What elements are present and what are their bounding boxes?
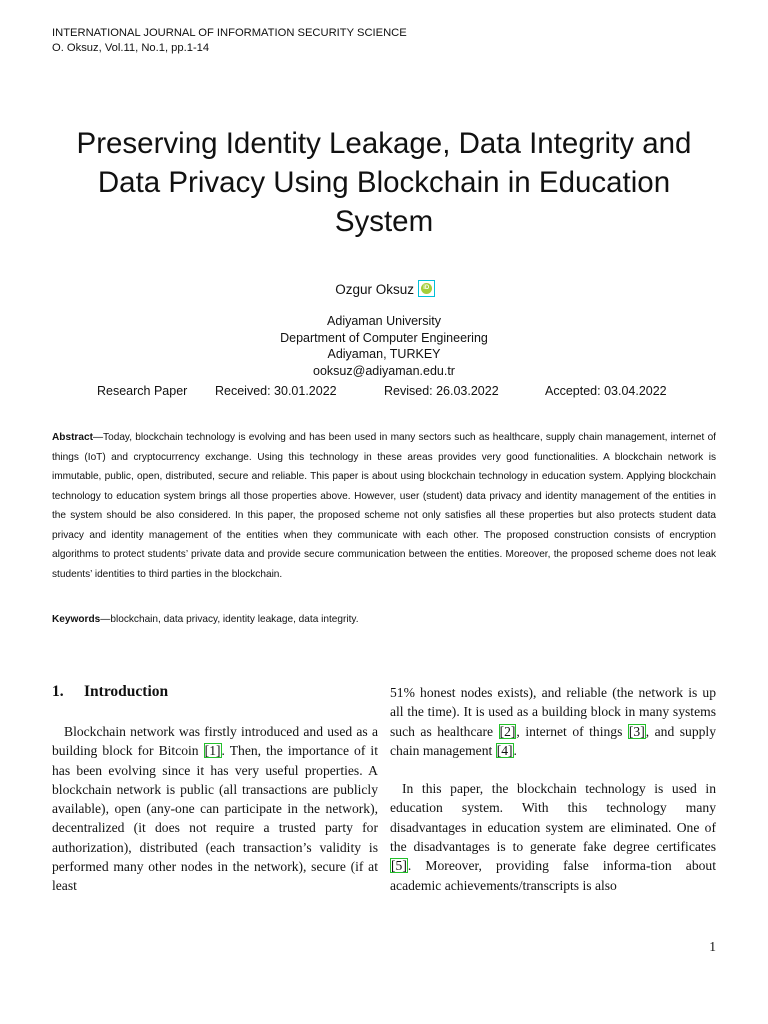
body-text: 51% honest nodes exists), and reliable (the network is up all the time). It is used as a building block in many systems such as healthcare xyxy=(390,685,716,739)
author-email: ooksuz@adiyaman.edu.tr xyxy=(313,363,455,378)
paper-title-line: System xyxy=(334,205,434,238)
section-number: 1. xyxy=(52,683,64,700)
journal-citation: O. Oksuz, Vol.11, No.1, pp.1-14 xyxy=(52,42,210,54)
body-text: . xyxy=(513,742,517,758)
affiliation-department: Department of Computer Engineering xyxy=(280,330,488,345)
section-heading xyxy=(52,682,168,702)
body-paragraph xyxy=(390,683,716,760)
abstract-text: —Today, blockchain technology is evolving and has been used in many sectors such as healthcare, supply chain management, internet of things (IoT) and cryptocurrency exchange. Using this technology in these areas provides very good functionalities. A blockchain network is immutable, public, open, distributed, secure and reliable. This paper is about using blockchain technology in education system. Applying blockchain technology to education system brings all those properties above. However, user (student) data privacy and identity management of the entities in the system should be also considered. In this paper, the proposed scheme not only satisfies all these properties but also protects student data privacy and identity management of the entities when they communicate with each other. The proposed construction consists of encryption algorithms to protect students’ private data and provide secure communication between the entities. Moreover, the proposed scheme does not leak students’ identities to third parties in the blockchain. xyxy=(52,432,716,580)
received-date: Received: 30.01.2022 xyxy=(215,384,337,398)
citation-link[interactable]: [1] xyxy=(204,743,221,759)
body-paragraph xyxy=(390,779,716,895)
revised-date: Revised: 26.03.2022 xyxy=(384,384,499,398)
body-text: , and supply chain management xyxy=(390,723,716,758)
journal-name: INTERNATIONAL JOURNAL OF INFORMATION SECURITY SCIENCE xyxy=(52,27,407,39)
body-column-left xyxy=(52,722,378,896)
abstract-label: Abstract xyxy=(52,432,93,443)
orcid-icon[interactable] xyxy=(420,282,433,295)
paper-type: Research Paper xyxy=(97,384,188,398)
body-column-right xyxy=(390,683,716,895)
affiliation xyxy=(0,313,768,379)
keywords xyxy=(52,612,716,628)
abstract xyxy=(52,428,716,584)
body-text: . Then, the importance of it has been evolving since it has very useful properties. A blockchain network is public (all transactions are publicly available), open (any-one can participate in the network), decentralized (it does not require a trusted party for authorization), distributed (each transaction’s validity is performed many other nodes in the network), secure (if at least xyxy=(52,743,378,894)
accepted-date: Accepted: 03.04.2022 xyxy=(545,384,667,398)
body-text: , internet of things xyxy=(516,723,628,739)
journal-header xyxy=(52,26,407,56)
paper-title-line: Preserving Identity Leakage, Data Integrity and xyxy=(76,127,692,160)
author-name: Ozgur Oksuz xyxy=(335,282,414,297)
body-text: Blockchain network was firstly introduced and used as a building block for Bitcoin xyxy=(52,724,378,759)
body-text: . Moreover, providing false informa-tion about academic achievements/transcripts is also xyxy=(390,858,716,893)
citation-link[interactable]: [2] xyxy=(499,723,516,739)
citation-link[interactable]: [3] xyxy=(628,723,645,739)
author-line xyxy=(0,281,768,299)
keywords-text: —blockchain, data privacy, identity leakage, data integrity. xyxy=(100,614,359,625)
citation-link[interactable]: [4] xyxy=(496,742,513,758)
body-paragraph xyxy=(52,722,378,896)
citation-link[interactable]: [5] xyxy=(391,858,407,874)
page-number: 1 xyxy=(709,939,716,954)
body-text: In this paper, the blockchain technology is used in education system. With this technology many disadvantages in education system are eliminated. One of the disadvantages is to generate fake degree certificates xyxy=(390,781,716,855)
section-title: Introduction xyxy=(84,683,169,700)
affiliation-university: Adiyaman University xyxy=(327,314,441,328)
paper-title-line: Data Privacy Using Blockchain in Education xyxy=(97,166,671,199)
affiliation-location: Adiyaman, TURKEY xyxy=(327,347,441,361)
paper-title xyxy=(40,124,728,241)
keywords-label: Keywords xyxy=(52,614,101,625)
